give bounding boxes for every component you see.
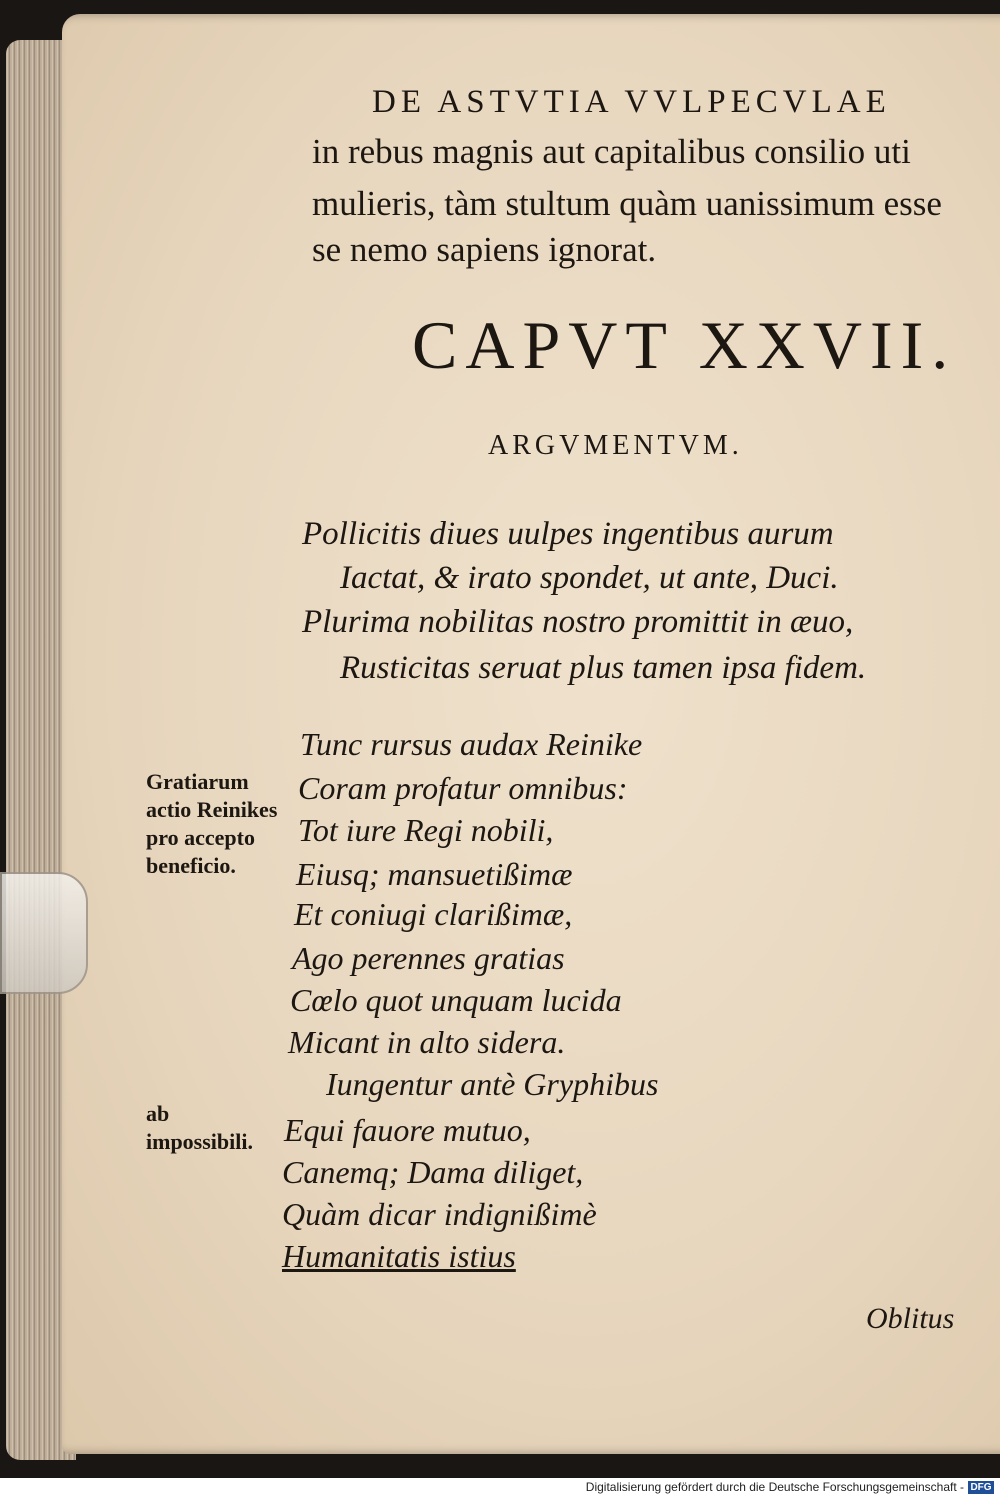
argument-line: Rusticitas seruat plus tamen ipsa fidem. — [340, 650, 867, 686]
verse-line: Eiusq; mansuetißimæ — [296, 856, 573, 892]
prose-line: in rebus magnis aut capitalibus consilio uti — [312, 132, 911, 171]
argument-line: Pollicitis diues uulpes ingentibus aurum — [302, 516, 834, 552]
prose-line: se nemo sapiens ignorat. — [312, 230, 657, 269]
footer-bar — [0, 1478, 1000, 1498]
catchword: Oblitus — [866, 1302, 955, 1335]
verse-line: Tot iure Regi nobili, — [298, 812, 554, 848]
verse-line: Et coniugi clarißimæ, — [294, 896, 573, 932]
verse-line: Micant in alto sidera. — [288, 1024, 566, 1060]
verse-line: Canemq; Dama diliget, — [282, 1154, 584, 1190]
argumentum-heading: ARGVMENTVM. — [488, 430, 743, 461]
verse-line: Quàm dicar indignißimè — [282, 1196, 597, 1232]
argument-line: Plurima nobilitas nostro promittit in æuo, — [302, 604, 854, 640]
marginal-note: ab impossibili. — [146, 1101, 253, 1154]
verse-line: Tunc rursus audax Reinike — [300, 726, 643, 762]
chapter-heading: CAPVT XXVII. — [412, 307, 957, 383]
verse-line: Humanitatis istius — [282, 1238, 516, 1274]
page-clip — [0, 872, 88, 994]
verse-line: Coram profatur omnibus: — [298, 770, 628, 806]
dfg-logo: DFG — [968, 1481, 994, 1494]
prose-line: mulieris, tàm stultum quàm uanissimum esse — [312, 184, 942, 223]
bleed-through — [872, 344, 1000, 1294]
marginal-note: Gratiarum actio Reinikes pro accepto beneficio. — [146, 769, 278, 878]
running-head: DE ASTVTIA VVLPECVLAE — [372, 84, 891, 120]
verse-line: Cœlo quot unquam lucida — [290, 982, 622, 1018]
footer-credit: Digitalisierung gefördert durch die Deutsche Forschungsgemeinschaft - — [585, 1480, 964, 1494]
verse-line: Ago perennes gratias — [292, 940, 565, 976]
verse-line: Equi fauore mutuo, — [284, 1112, 531, 1148]
argument-line: Iactat, & irato spondet, ut ante, Duci. — [340, 560, 839, 596]
verse-line: Iungentur antè Gryphibus — [326, 1066, 659, 1102]
